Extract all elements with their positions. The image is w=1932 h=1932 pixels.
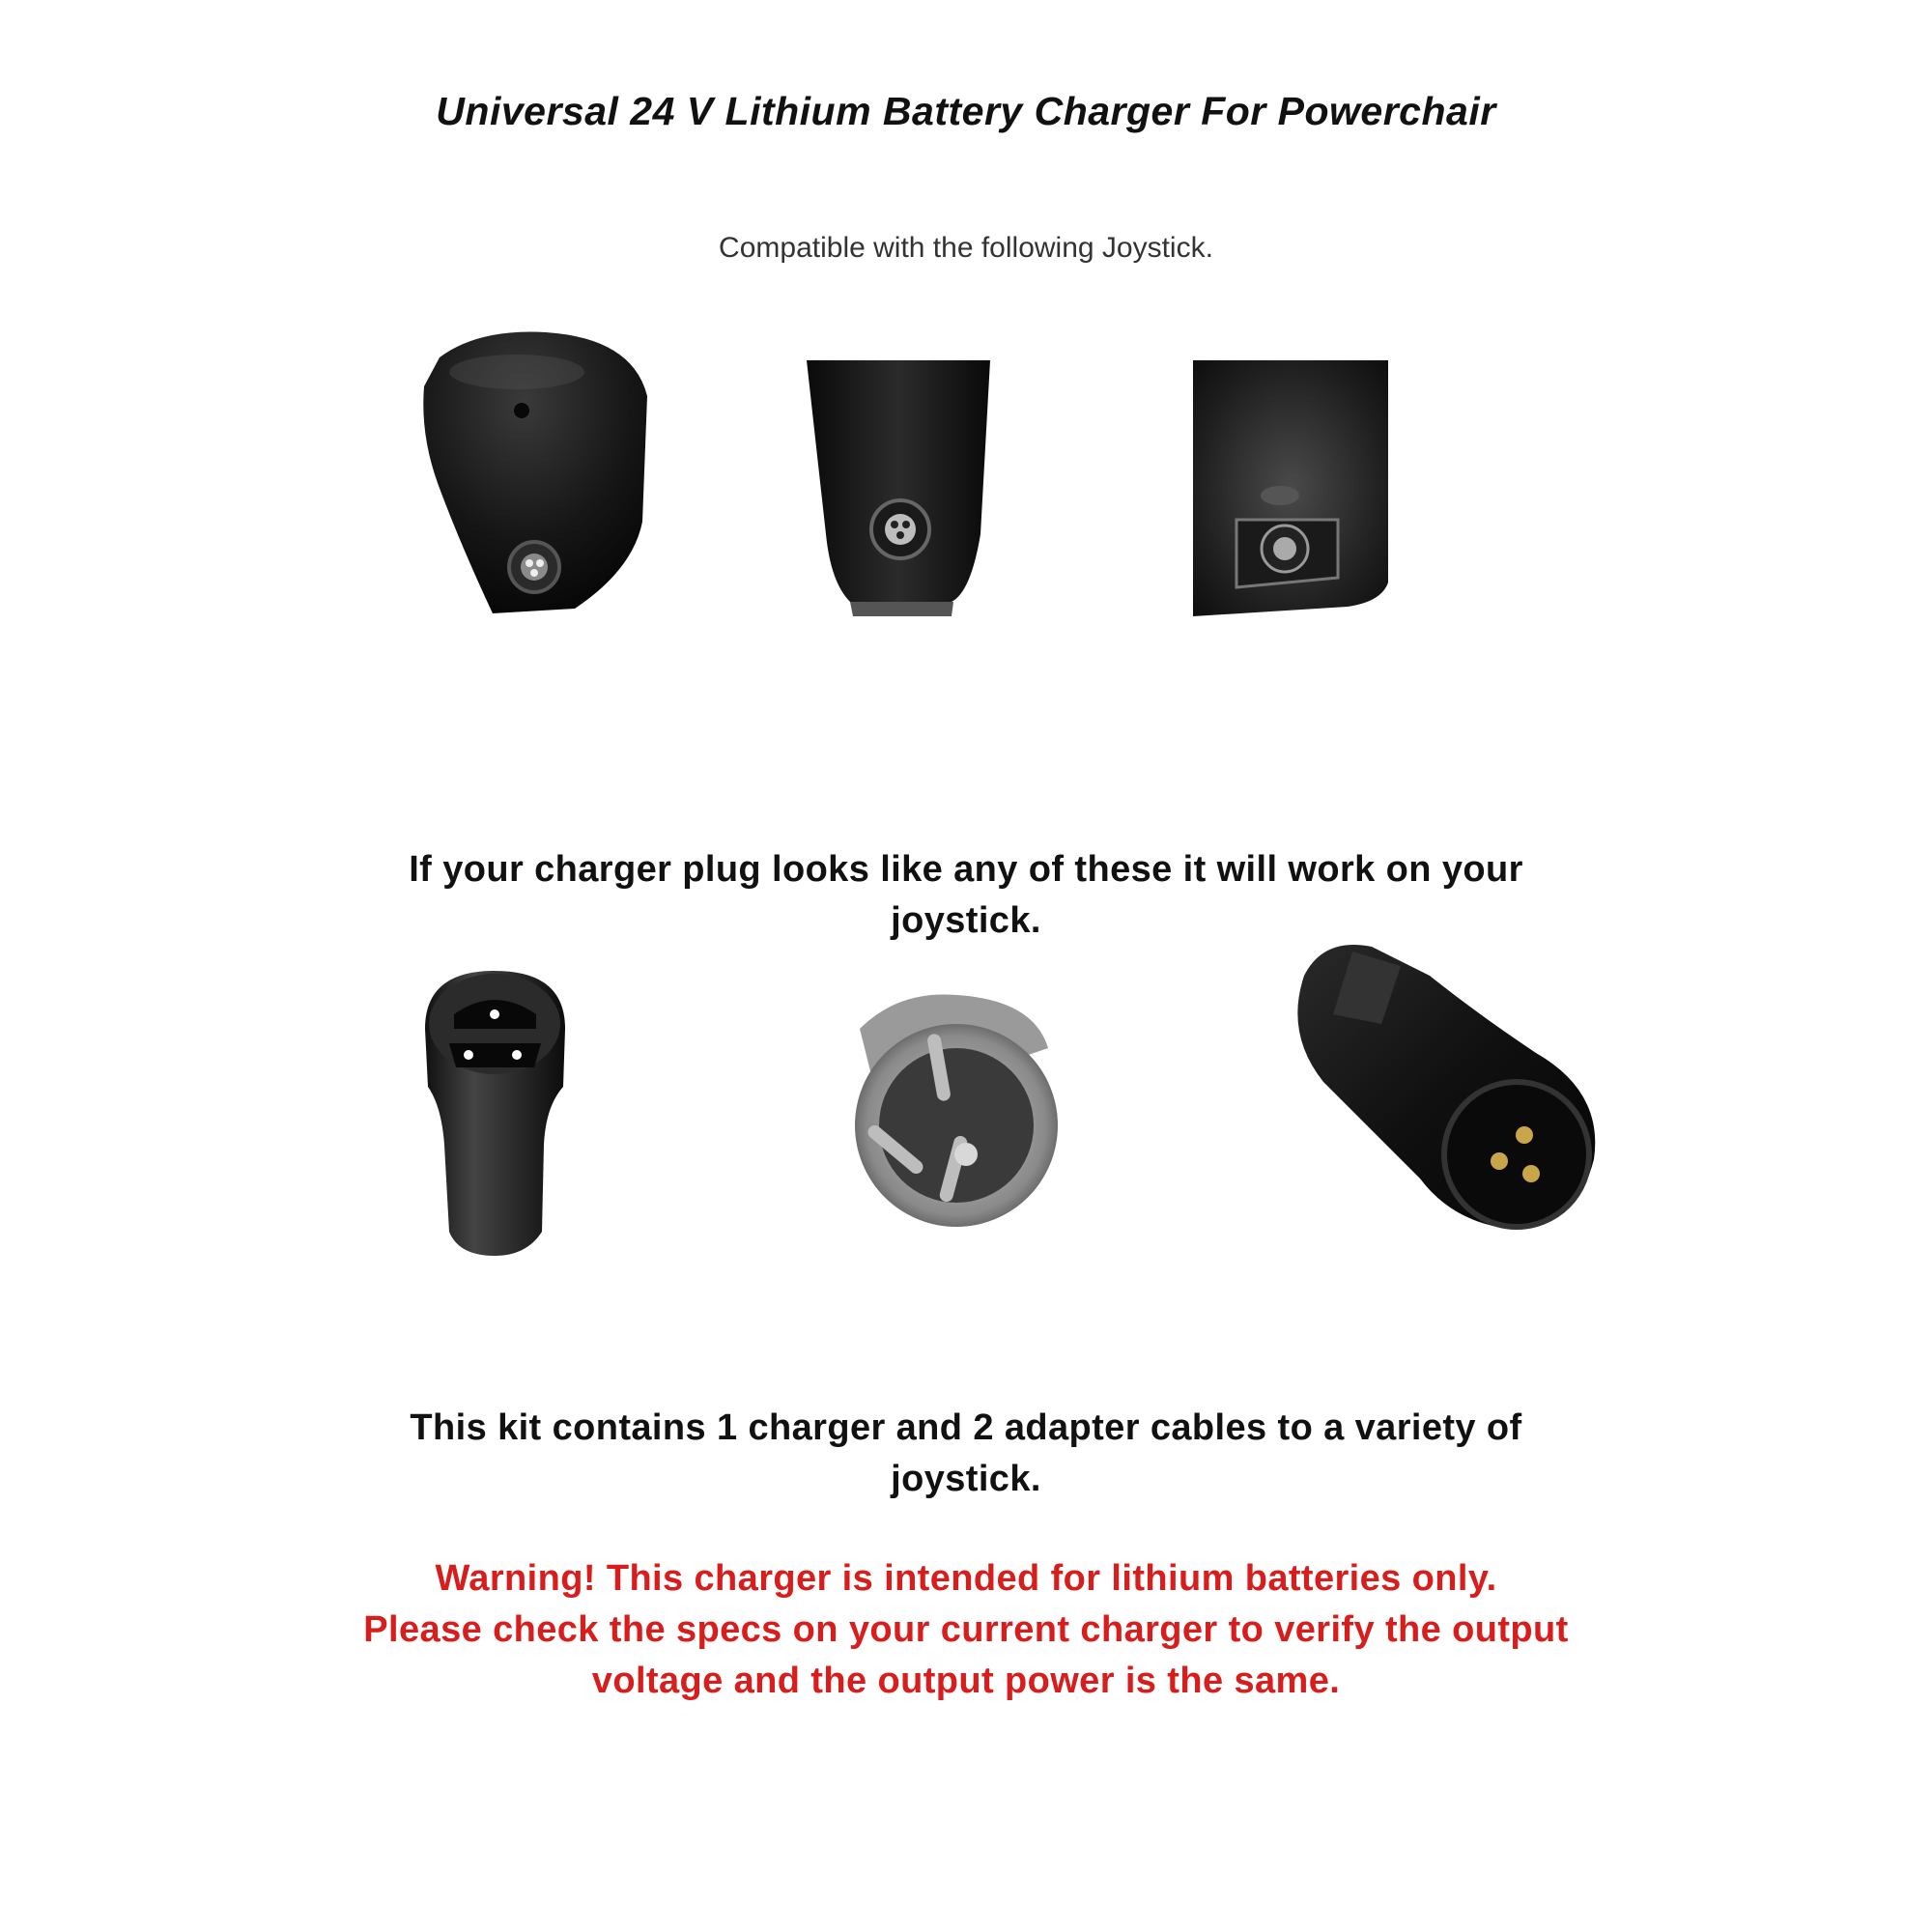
joystick-port-photo-1 — [420, 328, 657, 618]
plug-intro-text — [386, 844, 1546, 947]
charger-plug-photo-3 — [1285, 937, 1604, 1241]
kit-contents-line-1: This kit contains 1 charger and 2 adapter cables to a variety of — [410, 1407, 1522, 1448]
warning-text — [328, 1553, 1604, 1707]
compatibility-subtitle: Compatible with the following Joystick. — [719, 232, 1213, 264]
kit-contents-text — [386, 1403, 1546, 1505]
joystick-port-photo-2 — [807, 360, 990, 621]
plug-intro-line-2: joystick. — [891, 900, 1041, 941]
warning-line-3: voltage and the output power is the same. — [591, 1661, 1341, 1701]
kit-contents-line-2: joystick. — [891, 1459, 1041, 1499]
warning-line-2: Please check the specs on your current charger to verify the output — [363, 1609, 1569, 1650]
charger-plug-photo-1 — [420, 971, 570, 1261]
plug-intro-line-1: If your charger plug looks like any of these it will work on your — [409, 849, 1523, 890]
page-title: Universal 24 V Lithium Battery Charger For Powerchair — [436, 89, 1496, 133]
charger-plug-photo-2 — [840, 990, 1063, 1232]
warning-line-1: Warning! This charger is intended for lithium batteries only. — [435, 1558, 1497, 1599]
joystick-port-photo-3 — [1193, 360, 1388, 616]
